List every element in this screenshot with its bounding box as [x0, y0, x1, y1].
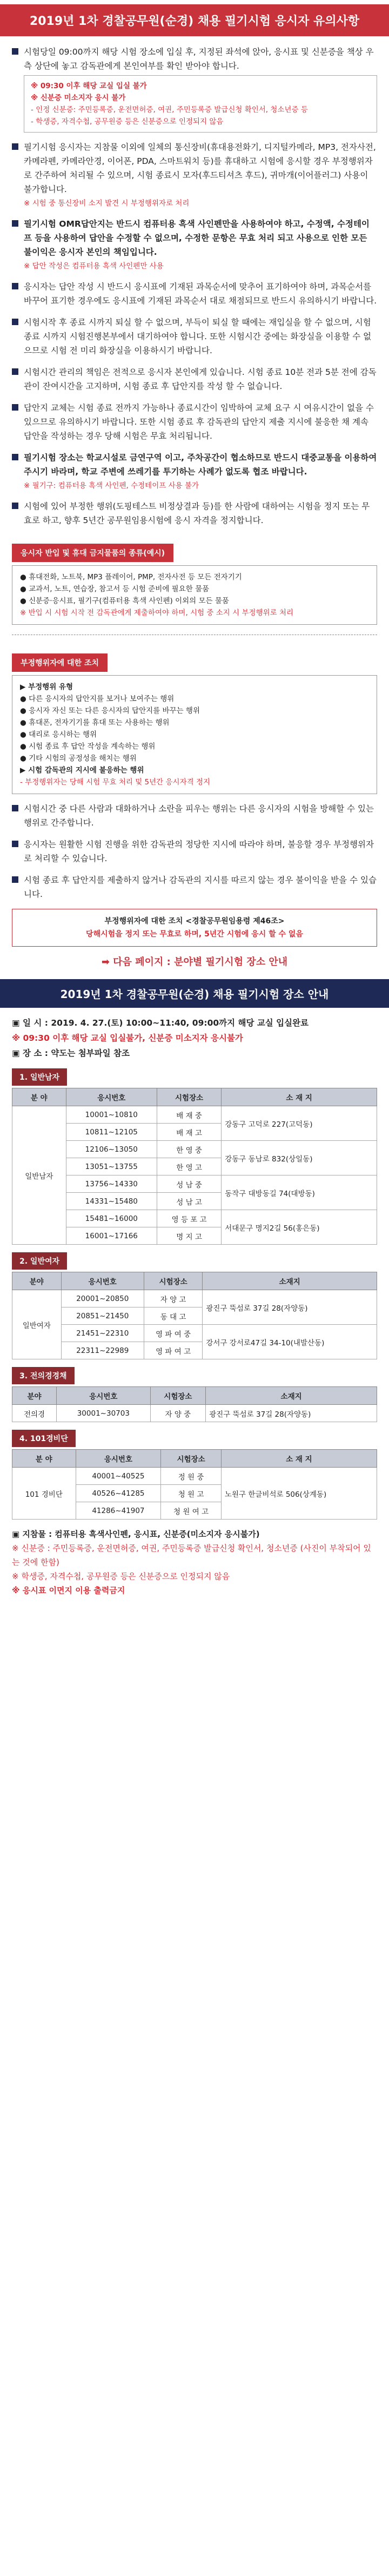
note: ※ 필기구: 컴퓨터용 흑색 사인펜, 수정테이프 사용 불가: [24, 481, 199, 490]
list-item: ● 신분증·응시표, 필기구(컴퓨터용 흑색 사인펜) 이외의 모든 물품: [20, 597, 229, 605]
list-item: ● 다른 응시자의 답안지를 보거나 보여주는 행위: [20, 695, 175, 703]
table-cell: 광진구 뚝섬로 37길 28(자양동): [203, 1290, 377, 1325]
table-heading: 3. 전의경경채: [12, 1367, 75, 1384]
table-cell: 노원구 한글비석로 506(상계동): [221, 1468, 377, 1520]
notice-text: 시험에 있어 부정한 행위(도핑테스트 비정상결과 등)를 한 사람에 대하여는 시험을 정지 또는 무효로 하고, 향후 5년간 공무원임용시험에 응시 자격을 정지합니다.: [24, 501, 370, 525]
banner-title: 부정행위자에 대한 조치 <경찰공무원임용령 제46조>: [104, 917, 285, 926]
notice-text: 응시자는 답안 작성 시 반드시 응시표에 기재된 과목순서에 맞추어 표기하여야 하며, 과목순서를 바꾸어 표기한 경우에도 응시표에 기재된 과목순서 대로 채점되므로 반드시 유의하시기 바랍니다.: [24, 282, 377, 306]
notice-text: 필기시험 장소는 학교시설로 금연구역 이고, 주차공간이 협소하므로 반드시 대중교통을 이용하여 주시기 바라며, 학교 주변에 쓰레기를 투기하는 사례가 없도록 협조 바랍니다.: [24, 453, 377, 477]
table-cell: 21451~22310: [61, 1325, 144, 1342]
table-cell: 강서구 강서로47길 34-10(내발산동): [203, 1325, 377, 1359]
table-row: [12, 1405, 377, 1422]
cheat-notes: [0, 802, 389, 901]
exam-info: [0, 1015, 389, 1061]
foot-line: ※ 신분증 : 주민등록증, 운전면허증, 여권, 주민등록증 발급신청 확인서, 청소년증 (사진이 부착되어 있는 것에 한함): [12, 1543, 371, 1567]
table-cell: 강동구 동남로 832(상일동): [222, 1141, 377, 1175]
table-cell: 15481~16000: [66, 1210, 157, 1227]
table-cell: 일반여자: [12, 1290, 62, 1359]
table-cell: 101 경비단: [12, 1468, 76, 1520]
table-cell: 12106~13050: [66, 1141, 157, 1158]
table-cell: 한 영 중: [157, 1141, 221, 1158]
table-cell: 한 영 고: [157, 1158, 221, 1175]
table-row: [12, 1325, 377, 1342]
notice-text: 시험당일 09:00까지 해당 시험 장소에 입실 후, 지정된 좌석에 앉아, 응시표 및 신분증을 책상 우측 상단에 놓고 감독관에게 본인여부를 확인 받아야 합니다.: [24, 47, 374, 71]
column-header: 시험장소: [144, 1272, 203, 1290]
venue-table: [12, 1386, 377, 1422]
list-item: ● 기타 시험의 공정성을 해치는 행위: [20, 754, 137, 763]
column-header: 시험장소: [157, 1088, 221, 1106]
notice-text: 시험시간 중 다른 사람과 대화하거나 소란을 피우는 행위는 다른 응시자의 시험을 방해할 수 있는 행위로 간주합니다.: [24, 804, 374, 828]
table-row: [12, 1141, 377, 1158]
column-header: 소재지: [206, 1387, 377, 1405]
list-item: ● 휴대전화, 노트북, MP3 플레이어, PMP, 전자사전 등 모든 전자기기: [20, 573, 242, 582]
info-line: ▣ 장 소 : 약도는 첨부파일 참조: [12, 1048, 130, 1058]
note: - 학생증, 자격수첩, 공무원증 등은 신분증으로 인정되지 않음: [31, 117, 224, 126]
notice-item: [12, 45, 377, 133]
list-item: ● 교과서, 노트, 연습장, 참고서 등 시험 준비에 필요한 물품: [20, 585, 210, 593]
table-cell: 41286~41907: [76, 1502, 161, 1520]
table-cell: 동작구 대방동길 74(대방동): [222, 1175, 377, 1210]
cheat-heading: 부정행위자에 대한 조치: [12, 653, 108, 672]
notice-item: [12, 451, 377, 492]
column-header: 소 재 지: [222, 1088, 377, 1106]
notice-item: [12, 499, 377, 527]
list-item: ● 응시자 자신 또는 다른 응시자의 답안지를 바꾸는 행위: [20, 706, 200, 715]
notice-item: [12, 802, 377, 830]
table-row: [12, 1210, 377, 1227]
notice-text: 시험 종료 후 답안지를 제출하지 않거나 감독관의 지시를 따르지 않는 경우 불이익을 받을 수 있습니다.: [24, 875, 377, 899]
notice-item: [12, 873, 377, 901]
column-header: 분 야: [12, 1450, 76, 1468]
notice-text: 필기시험 응시자는 지참물 이외에 일체의 통신장비(휴대용전화기, 디지털카메라, MP3, 전자사전, 카메라펜, 카메라안경, 이어폰, PDA, 스마트워치 등)를 휴대하고 시험에 응시할 경우 부정행위자로 간주하여 처리될 수 있으며, 시험 종료시 모자(후드티셔츠 후드), 귀마개(이어플러그) 사용이 불가합니다.: [24, 142, 376, 194]
notice-text: 시험시간 관리의 책임은 전적으로 응시자 본인에게 있습니다. 시험 종료 10분 전과 5분 전에 감독관이 잔여시간을 고지하며, 시험 종료 후 답안지를 작성 할 수 없습니다.: [24, 367, 377, 391]
venue-table: [12, 1449, 377, 1520]
table-cell: 30001~30703: [57, 1405, 151, 1422]
table-row: [12, 1106, 377, 1124]
table-cell: 20851~21450: [61, 1307, 144, 1325]
list-item: ▶ 시험 감독관의 지시에 불응하는 행위: [20, 766, 144, 775]
column-header: 시험장소: [150, 1387, 206, 1405]
table-row: [12, 1290, 377, 1307]
table-cell: 전의경: [12, 1405, 57, 1422]
venue-tables: [0, 1061, 389, 1520]
footer-notes: [12, 1527, 377, 1597]
table-cell: 서대문구 명지2길 56(홍은동): [222, 1210, 377, 1245]
section-title: 2019년 1차 경찰공무원(순경) 채용 필기시험 장소 안내: [0, 979, 389, 1008]
column-header: 시험장소: [161, 1450, 222, 1468]
notice-item: [12, 401, 377, 443]
table-cell: 16001~17166: [66, 1227, 157, 1245]
notice-text: 필기시험 OMR답안지는 반드시 컴퓨터용 흑색 사인펜만을 사용하여야 하고, 수정액, 수정테이프 등을 사용하여 답안을 수정할 수 없으며, 수정한 문항은 무효 처리 되고 사용으로 인한 모든 불이익은 응시자 본인의 책임입니다.: [24, 219, 370, 257]
table-cell: 영 파 여 중: [144, 1325, 203, 1342]
notice-item: [12, 837, 377, 866]
table-cell: 자 양 고: [144, 1290, 203, 1307]
table-heading: 4. 101경비단: [12, 1430, 76, 1447]
table-cell: 동 대 고: [144, 1307, 203, 1325]
column-header: 응시번호: [66, 1088, 157, 1106]
list-item: ● 시험 종료 후 답안 작성을 계속하는 행위: [20, 742, 156, 751]
table-cell: 배 재 중: [157, 1106, 221, 1124]
items-heading: 응시자 반입 및 휴대 금지물품의 종류(예시): [12, 544, 173, 562]
notice-item: [12, 217, 377, 272]
note: ※ 09:30 이후 해당 교실 입실 불가: [31, 82, 147, 90]
column-header: 소 재 지: [221, 1450, 377, 1468]
column-header: 응시번호: [57, 1387, 151, 1405]
list-item: ● 휴대폰, 전자기기를 휴대 또는 사용하는 행위: [20, 718, 170, 727]
table-cell: 청 원 고: [161, 1485, 222, 1502]
table-cell: 10001~10810: [66, 1106, 157, 1124]
list-item: ● 대리로 응시하는 행위: [20, 730, 97, 739]
next-page-link[interactable]: ➡ 다음 페이지 : 분야별 필기시험 장소 안내: [101, 956, 288, 968]
venue-table: [12, 1272, 377, 1359]
info-line: ※ 09:30 이후 해당 교실 입실불가, 신분증 미소지자 응시불가: [12, 1033, 243, 1043]
column-header: 응시번호: [76, 1450, 161, 1468]
table-cell: 광진구 뚝섬로 37길 28(자양동): [206, 1405, 377, 1422]
table-cell: 14331~15480: [66, 1193, 157, 1210]
table-cell: 청 원 여 고: [161, 1502, 222, 1520]
notice-panel: [24, 75, 377, 133]
info-line: ▣ 일 시 : 2019. 4. 27.(토) 10:00~11:40, 09:00까지 해당 교실 입실완료: [12, 1018, 309, 1028]
table-row: [12, 1175, 377, 1193]
table-heading: 2. 일반여자: [12, 1252, 67, 1270]
list-item: ▶ 부정행위 유형: [20, 683, 73, 691]
items-box: [12, 565, 377, 625]
column-header: 분야: [12, 1272, 62, 1290]
cheat-box: [12, 675, 377, 794]
table-row: [12, 1468, 377, 1485]
table-cell: 22311~22989: [61, 1342, 144, 1359]
penalty-banner: [12, 909, 377, 947]
notice-section: [0, 45, 389, 527]
table-cell: 40526~41285: [76, 1485, 161, 1502]
notice-text: 시험시작 후 종료 시까지 퇴실 할 수 없으며, 부득이 퇴실 할 때에는 재입실을 할 수 없으며, 시험 종료 시까지 시험진행본부에서 대기하여야 합니다. 또한 시험시간 중에는 화장실을 이용할 수 없으므로 시험 전 미리 화장실을 이용하시기 바랍니다.: [24, 318, 372, 355]
table-cell: 40001~40525: [76, 1468, 161, 1485]
table-cell: 강동구 고덕로 227(고덕동): [222, 1106, 377, 1141]
table-cell: 정 원 중: [161, 1468, 222, 1485]
notice-text: 응시자는 원활한 시험 진행을 위한 감독관의 정당한 지시에 따라야 하며, 불응할 경우 부정행위자로 처리할 수 있습니다.: [24, 840, 374, 863]
note: ※ 신분증 미소지자 응시 불가: [31, 94, 126, 102]
column-header: 분 야: [12, 1088, 66, 1106]
page-title: 2019년 1차 경찰공무원(순경) 채용 필기시험 응시자 유의사항: [0, 4, 389, 36]
venue-table: [12, 1088, 377, 1245]
list-item: ※ 반입 시 시험 시작 전 감독관에게 제출하여야 하며, 시험 중 소지 시 부정행위로 처리: [20, 609, 294, 617]
table-cell: 13756~14330: [66, 1175, 157, 1193]
note: ※ 시험 중 통신장비 소지 발견 시 부정행위자로 처리: [24, 199, 190, 208]
table-cell: 13051~13755: [66, 1158, 157, 1175]
table-cell: 20001~20850: [61, 1290, 144, 1307]
table-heading: 1. 일반남자: [12, 1068, 67, 1086]
banner-text: 당해시험을 정지 또는 무효로 하며, 5년간 시험에 응시 할 수 없음: [86, 930, 303, 939]
foot-line: ▣ 지참물 : 컴퓨터용 흑색사인펜, 응시표, 신분증(미소지자 응시불가): [12, 1529, 260, 1539]
column-header: 분야: [12, 1387, 57, 1405]
table-cell: 성 남 중: [157, 1175, 221, 1193]
notice-item: [12, 365, 377, 393]
column-header: 응시번호: [61, 1272, 144, 1290]
table-cell: 일반남자: [12, 1106, 66, 1245]
notice-text: 답안지 교체는 시험 종료 전까지 가능하나 종료시간이 임박하여 교체 요구 시 여유시간이 없을 수 있으므로 유의하시기 바랍니다. 또한 시험 종료 후 감독관의 답안지 제출 지시에 불응한 채 계속 답안을 작성하는 경우 당해 시험은 무효 처리됩니다.: [24, 403, 374, 441]
foot-line: ※ 응시표 이면지 이용 출력금지: [12, 1586, 125, 1595]
column-header: 소재지: [203, 1272, 377, 1290]
note: ※ 답안 작성은 컴퓨터용 흑색 사인펜만 사용: [24, 262, 164, 270]
table-cell: 배 재 고: [157, 1124, 221, 1141]
list-item: - 부정행위자는 당해 시험 무효 처리 및 5년간 응시자격 정지: [20, 778, 211, 787]
table-cell: 10811~12105: [66, 1124, 157, 1141]
notice-item: [12, 315, 377, 358]
foot-line: ※ 학생증, 자격수첩, 공무원증 등은 신분증으로 인정되지 않음: [12, 1571, 230, 1581]
table-cell: 영 파 여 고: [144, 1342, 203, 1359]
notice-item: [12, 280, 377, 308]
table-cell: 성 남 고: [157, 1193, 221, 1210]
table-cell: 자 양 중: [150, 1405, 206, 1422]
table-cell: 영 등 포 고: [157, 1210, 221, 1227]
note: - 인정 신분증: 주민등록증, 운전면허증, 여권, 주민등록증 발급신청 확인서, 청소년증 등: [31, 105, 308, 114]
table-cell: 명 지 고: [157, 1227, 221, 1245]
notice-item: [12, 140, 377, 209]
